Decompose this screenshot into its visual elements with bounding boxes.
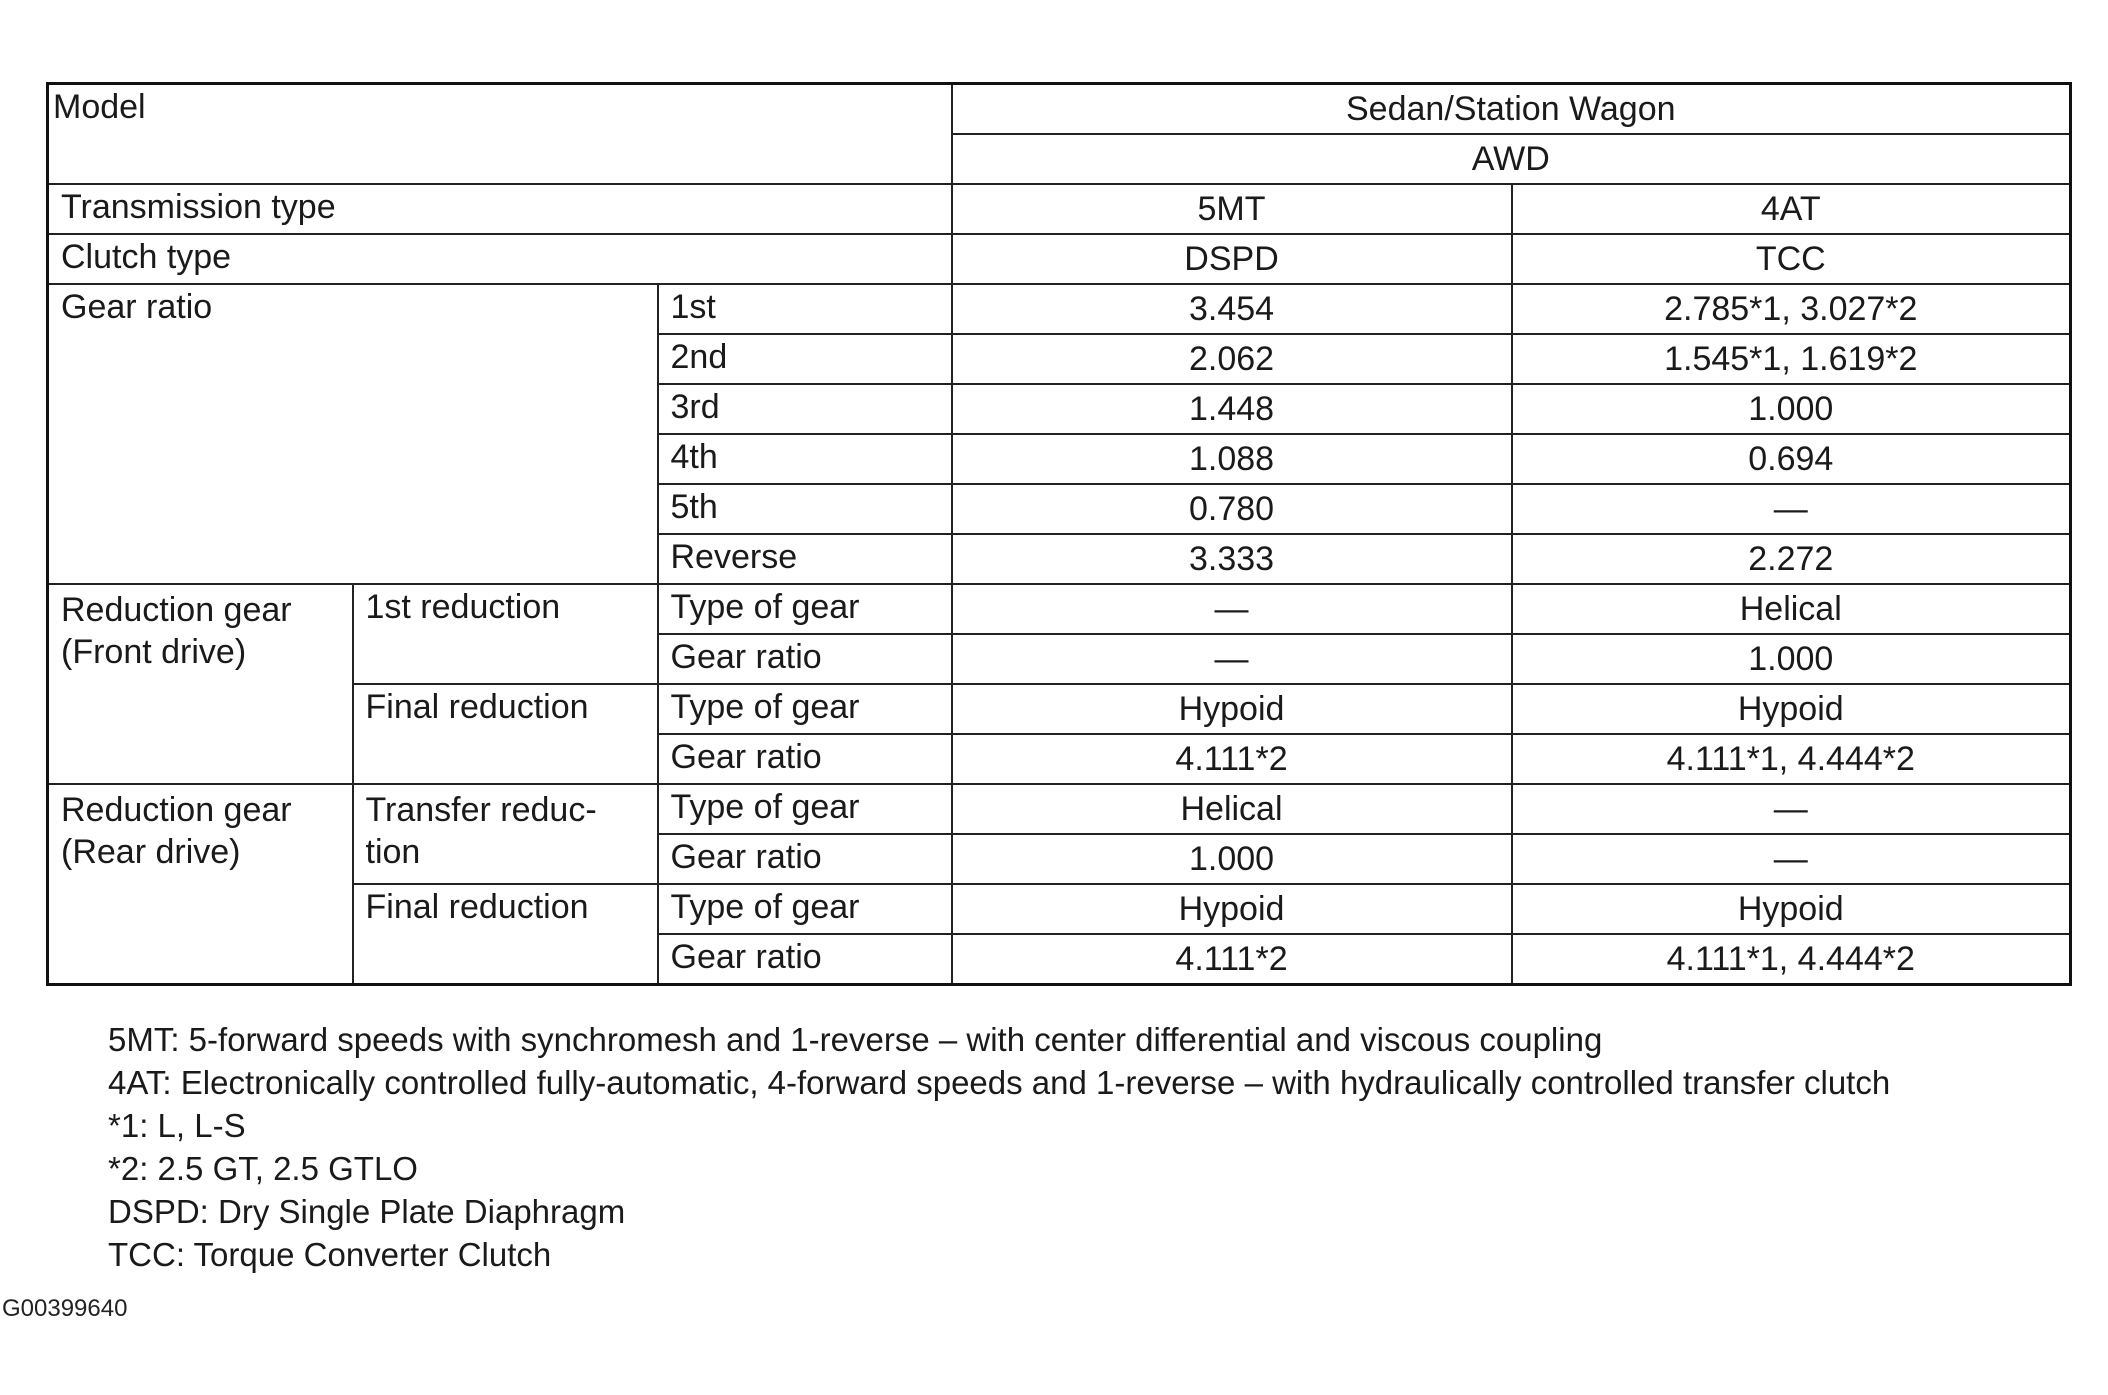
front-final-ratio-label: Gear ratio [658,734,952,784]
note-tcc: TCC: Torque Converter Clutch [108,1236,552,1273]
gear-3rd-label: 3rd [658,384,952,434]
drive-header: AWD [952,134,2071,184]
front-final-type-at: Hypoid [1512,684,2071,734]
front-final-type-mt: Hypoid [952,684,1512,734]
gear-5th-mt: 0.780 [952,484,1512,534]
gear-4th-mt: 1.088 [952,434,1512,484]
gear-reverse-label: Reverse [658,534,952,584]
body-style-header: Sedan/Station Wagon [952,84,2071,135]
gear-3rd-mt: 1.448 [952,384,1512,434]
transmission-type-mt: 5MT [952,184,1512,234]
gear-reverse-mt: 3.333 [952,534,1512,584]
note-dspd: DSPD: Dry Single Plate Diaphragm [108,1193,626,1230]
model-label: Model [48,84,952,185]
note-star2: *2: 2.5 GT, 2.5 GTLO [108,1150,418,1187]
front-1st-ratio-mt: — [952,634,1512,684]
clutch-type-label: Clutch type [48,234,952,284]
gear-4th-at: 0.694 [1512,434,2071,484]
gear-1st-at: 2.785*1, 3.027*2 [1512,284,2071,334]
front-final-reduction-label: Final reduction [353,684,658,784]
gear-5th-label: 5th [658,484,952,534]
note-4at: 4AT: Electronically controlled fully-automatic, 4-forward speeds and 1-reverse – with hydraulically controlled transfer clutch [108,1064,1891,1101]
rear-final-reduction-label: Final reduction [353,884,658,985]
figure-code: G00399640 [2,1295,128,1322]
gear-3rd-at: 1.000 [1512,384,2071,434]
front-1st-ratio-label: Gear ratio [658,634,952,684]
front-final-type-label: Type of gear [658,684,952,734]
gear-ratio-label: Gear ratio [48,284,658,584]
front-final-ratio-mt: 4.111*2 [952,734,1512,784]
gear-1st-label: 1st [658,284,952,334]
rear-final-type-mt: Hypoid [952,884,1512,934]
rear-final-type-at: Hypoid [1512,884,2071,934]
front-1st-type-mt: — [952,584,1512,634]
gear-reverse-at: 2.272 [1512,534,2071,584]
rear-transfer-type-mt: Helical [952,784,1512,834]
rear-transfer-ratio-at: — [1512,834,2071,884]
rear-final-ratio-mt: 4.111*2 [952,934,1512,985]
transmission-type-label: Transmission type [48,184,952,234]
front-1st-reduction-label: 1st reduction [353,584,658,684]
rear-transfer-reduction-label: Transfer reduc- tion [353,784,658,884]
footnotes [108,1018,1890,1276]
clutch-type-at: TCC [1512,234,2071,284]
gear-1st-mt: 3.454 [952,284,1512,334]
rear-transfer-type-at: — [1512,784,2071,834]
reduction-rear-label: Reduction gear (Rear drive) [48,784,353,985]
gear-5th-at: — [1512,484,2071,534]
front-1st-type-at: Helical [1512,584,2071,634]
reduction-front-label: Reduction gear (Front drive) [48,584,353,784]
note-star1: *1: L, L-S [108,1107,246,1144]
gear-2nd-at: 1.545*1, 1.619*2 [1512,334,2071,384]
front-final-ratio-at: 4.111*1, 4.444*2 [1512,734,2071,784]
gear-4th-label: 4th [658,434,952,484]
rear-final-ratio-at: 4.111*1, 4.444*2 [1512,934,2071,985]
rear-transfer-ratio-mt: 1.000 [952,834,1512,884]
front-1st-ratio-at: 1.000 [1512,634,2071,684]
specifications-table [46,82,2072,986]
rear-final-ratio-label: Gear ratio [658,934,952,985]
rear-final-type-label: Type of gear [658,884,952,934]
front-1st-type-label: Type of gear [658,584,952,634]
clutch-type-mt: DSPD [952,234,1512,284]
gear-2nd-label: 2nd [658,334,952,384]
rear-transfer-ratio-label: Gear ratio [658,834,952,884]
note-5mt: 5MT: 5-forward speeds with synchromesh and 1-reverse – with center differential and viscous coupling [108,1021,1603,1058]
transmission-type-at: 4AT [1512,184,2071,234]
gear-2nd-mt: 2.062 [952,334,1512,384]
rear-transfer-type-label: Type of gear [658,784,952,834]
